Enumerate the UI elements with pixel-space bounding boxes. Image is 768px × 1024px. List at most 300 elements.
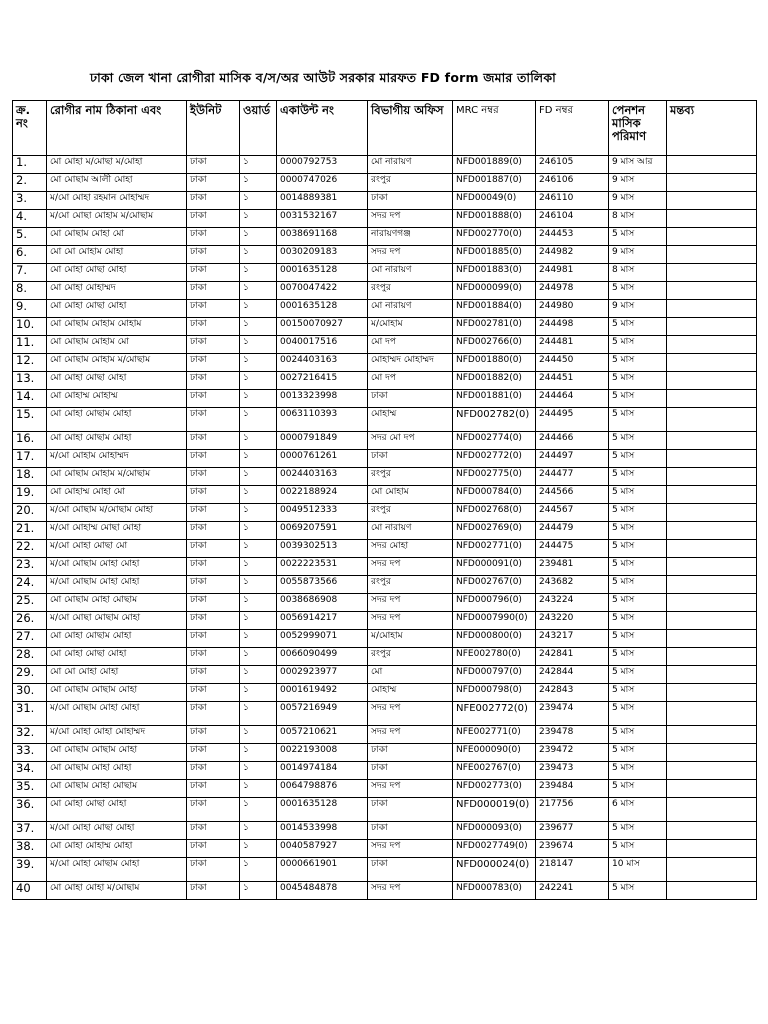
- cell-period: 5 মাস: [609, 780, 667, 798]
- cell-account: 0057216949: [277, 702, 368, 726]
- cell-ward: ১: [240, 264, 277, 282]
- cell-section: মো নারায়ণ: [368, 264, 453, 282]
- cell-mrc: NFD000093(0): [453, 822, 536, 840]
- cell-section: সদর দপ: [368, 840, 453, 858]
- cell-unit: ঢাকা: [187, 594, 240, 612]
- cell-section: মো মোহাম: [368, 486, 453, 504]
- cell-name: মো মোছাম আলী মোহা: [47, 174, 187, 192]
- cell-mrc: NFD000091(0): [453, 558, 536, 576]
- cell-period: 5 মাস: [609, 540, 667, 558]
- cell-ward: ১: [240, 192, 277, 210]
- cell-serial: 39.: [13, 858, 47, 882]
- cell-fd: 217756: [536, 798, 609, 822]
- cell-remarks: [667, 408, 757, 432]
- cell-account: 0038691168: [277, 228, 368, 246]
- cell-ward: ১: [240, 780, 277, 798]
- cell-fd: 244982: [536, 246, 609, 264]
- cell-period: 5 মাস: [609, 840, 667, 858]
- table-row: [13, 468, 757, 486]
- cell-serial: 9.: [13, 300, 47, 318]
- cell-fd: 244981: [536, 264, 609, 282]
- cell-account: 0000761261: [277, 450, 368, 468]
- cell-mrc: NFD000784(0): [453, 486, 536, 504]
- table-row: [13, 282, 757, 300]
- cell-name: ম/মো মোছাম মোহা মোহা: [47, 576, 187, 594]
- header-sl: ক্র. নং: [13, 101, 47, 156]
- table-row: [13, 798, 757, 822]
- cell-fd: 239473: [536, 762, 609, 780]
- table-row: [13, 702, 757, 726]
- table-row: [13, 156, 757, 174]
- cell-section: সদর দপ: [368, 558, 453, 576]
- cell-ward: ১: [240, 486, 277, 504]
- cell-fd: 244498: [536, 318, 609, 336]
- cell-serial: 17.: [13, 450, 47, 468]
- cell-mrc: NFD002781(0): [453, 318, 536, 336]
- table-row: [13, 612, 757, 630]
- cell-unit: ঢাকা: [187, 156, 240, 174]
- cell-section: মোহাম্ম: [368, 684, 453, 702]
- cell-name: ম/মো মোহা রহমান মোহাম্মদ: [47, 192, 187, 210]
- cell-name: মো মোছাম মোহাম মোহাম: [47, 318, 187, 336]
- cell-mrc: NFD000797(0): [453, 666, 536, 684]
- cell-mrc: NFD002775(0): [453, 468, 536, 486]
- cell-fd: 239674: [536, 840, 609, 858]
- cell-section: সদর দপ: [368, 882, 453, 900]
- cell-account: 0024403163: [277, 468, 368, 486]
- cell-name: মো মোছাম মোহাম ম/মোছাম: [47, 354, 187, 372]
- cell-serial: 27.: [13, 630, 47, 648]
- cell-period: 9 মাস: [609, 246, 667, 264]
- cell-name: ম/মো মোছা মোছাম মোহা: [47, 612, 187, 630]
- cell-ward: ১: [240, 174, 277, 192]
- cell-unit: ঢাকা: [187, 648, 240, 666]
- cell-remarks: [667, 822, 757, 840]
- cell-fd: 246106: [536, 174, 609, 192]
- cell-serial: 37.: [13, 822, 47, 840]
- cell-section: রংপুর: [368, 468, 453, 486]
- cell-section: মো নারায়ণ: [368, 156, 453, 174]
- cell-name: ম/মো মোহা মোছাম মোহা: [47, 858, 187, 882]
- cell-mrc: NFD0027749(0): [453, 840, 536, 858]
- cell-account: 0056914217: [277, 612, 368, 630]
- cell-account: 0014974184: [277, 762, 368, 780]
- cell-mrc: NFD001887(0): [453, 174, 536, 192]
- cell-name: ম/মো মোছাম মোহা মোহা: [47, 558, 187, 576]
- cell-remarks: [667, 612, 757, 630]
- cell-name: ম/মো মোহা মোছা মোহা: [47, 822, 187, 840]
- cell-unit: ঢাকা: [187, 522, 240, 540]
- header-section: বিভাগীয় অফিস: [368, 101, 453, 156]
- cell-section: সদর দপ: [368, 702, 453, 726]
- cell-fd: 246110: [536, 192, 609, 210]
- cell-serial: 5.: [13, 228, 47, 246]
- cell-mrc: NFD002766(0): [453, 336, 536, 354]
- cell-ward: ১: [240, 468, 277, 486]
- cell-mrc: NFD002770(0): [453, 228, 536, 246]
- table-row: [13, 576, 757, 594]
- table-row: [13, 822, 757, 840]
- header-mrc: MRC নম্বর: [453, 101, 536, 156]
- cell-period: 10 মাস: [609, 858, 667, 882]
- cell-mrc: NFD002773(0): [453, 780, 536, 798]
- cell-remarks: [667, 390, 757, 408]
- cell-section: ঢাকা: [368, 858, 453, 882]
- cell-mrc: NFD002768(0): [453, 504, 536, 522]
- cell-serial: 22.: [13, 540, 47, 558]
- cell-mrc: NFD002771(0): [453, 540, 536, 558]
- cell-mrc: NFE002772(0): [453, 702, 536, 726]
- cell-name: ম/মো মোহাম মোহাম্মদ: [47, 450, 187, 468]
- cell-mrc: NFD000800(0): [453, 630, 536, 648]
- cell-unit: ঢাকা: [187, 858, 240, 882]
- cell-ward: ১: [240, 354, 277, 372]
- patient-table: [12, 100, 757, 900]
- cell-serial: 28.: [13, 648, 47, 666]
- cell-serial: 30.: [13, 684, 47, 702]
- cell-period: 5 মাস: [609, 744, 667, 762]
- cell-ward: ১: [240, 822, 277, 840]
- cell-section: সদর দপ: [368, 780, 453, 798]
- table-row: [13, 336, 757, 354]
- cell-fd: 239677: [536, 822, 609, 840]
- cell-section: মো দপ: [368, 372, 453, 390]
- cell-mrc: NFD001881(0): [453, 390, 536, 408]
- cell-mrc: NFD002772(0): [453, 450, 536, 468]
- table-row: [13, 318, 757, 336]
- cell-section: সদর দপ: [368, 612, 453, 630]
- cell-ward: ১: [240, 408, 277, 432]
- cell-name: মো মোহা মোছা মোহা: [47, 648, 187, 666]
- cell-serial: 20.: [13, 504, 47, 522]
- cell-name: মো মোহা মোহাম্ম মোহা: [47, 840, 187, 858]
- cell-account: 0052999071: [277, 630, 368, 648]
- cell-unit: ঢাকা: [187, 228, 240, 246]
- cell-name: ম/মো মোহাম্ম মোছা মোহা: [47, 522, 187, 540]
- cell-fd: 243220: [536, 612, 609, 630]
- cell-fd: 244464: [536, 390, 609, 408]
- cell-serial: 3.: [13, 192, 47, 210]
- cell-serial: 40: [13, 882, 47, 900]
- cell-ward: ১: [240, 210, 277, 228]
- cell-mrc: NFE002780(0): [453, 648, 536, 666]
- cell-ward: ১: [240, 540, 277, 558]
- cell-account: 0001619492: [277, 684, 368, 702]
- cell-serial: 33.: [13, 744, 47, 762]
- cell-ward: ১: [240, 882, 277, 900]
- cell-account: 0001635128: [277, 264, 368, 282]
- cell-unit: ঢাকা: [187, 300, 240, 318]
- cell-name: মো মোছাম মোছাম মোহা: [47, 744, 187, 762]
- cell-section: রংপুর: [368, 174, 453, 192]
- cell-remarks: [667, 282, 757, 300]
- cell-name: মো মো মোহাম মোহা: [47, 246, 187, 264]
- cell-remarks: [667, 336, 757, 354]
- cell-unit: ঢাকা: [187, 210, 240, 228]
- cell-unit: ঢাকা: [187, 336, 240, 354]
- cell-period: 5 মাস: [609, 726, 667, 744]
- cell-section: মোহাম্মদ মোহাম্মদ: [368, 354, 453, 372]
- cell-unit: ঢাকা: [187, 174, 240, 192]
- cell-period: 5 মাস: [609, 648, 667, 666]
- cell-account: 0040587927: [277, 840, 368, 858]
- cell-account: 0069207591: [277, 522, 368, 540]
- cell-serial: 32.: [13, 726, 47, 744]
- cell-ward: ১: [240, 594, 277, 612]
- cell-account: 0000747026: [277, 174, 368, 192]
- cell-period: 5 মাস: [609, 630, 667, 648]
- cell-remarks: [667, 702, 757, 726]
- cell-serial: 35.: [13, 780, 47, 798]
- cell-serial: 16.: [13, 432, 47, 450]
- cell-fd: 239474: [536, 702, 609, 726]
- cell-section: মো নারায়ণ: [368, 522, 453, 540]
- cell-mrc: NFD000783(0): [453, 882, 536, 900]
- cell-fd: 242844: [536, 666, 609, 684]
- cell-unit: ঢাকা: [187, 468, 240, 486]
- cell-remarks: [667, 522, 757, 540]
- table-row: [13, 450, 757, 468]
- cell-remarks: [667, 354, 757, 372]
- cell-period: 5 মাস: [609, 354, 667, 372]
- cell-name: মো মোছাম মোহা মোছাম: [47, 780, 187, 798]
- cell-period: 8 মাস: [609, 264, 667, 282]
- cell-account: 0001635128: [277, 300, 368, 318]
- cell-ward: ১: [240, 300, 277, 318]
- cell-section: রংপুর: [368, 648, 453, 666]
- table-row: [13, 762, 757, 780]
- cell-ward: ১: [240, 762, 277, 780]
- cell-unit: ঢাকা: [187, 408, 240, 432]
- cell-name: মো মোহাম্ম মোহাম্ম: [47, 390, 187, 408]
- table-row: [13, 780, 757, 798]
- cell-unit: ঢাকা: [187, 504, 240, 522]
- cell-serial: 15.: [13, 408, 47, 432]
- header-fd: FD নম্বর: [536, 101, 609, 156]
- cell-ward: ১: [240, 648, 277, 666]
- cell-remarks: [667, 882, 757, 900]
- cell-name: মো মোছাম মোছাম মোহা: [47, 684, 187, 702]
- cell-mrc: NFE000090(0): [453, 744, 536, 762]
- table-row: [13, 228, 757, 246]
- cell-ward: ১: [240, 726, 277, 744]
- cell-mrc: NFE002771(0): [453, 726, 536, 744]
- cell-name: মো মোছাম মোহাম মো: [47, 336, 187, 354]
- table-row: [13, 882, 757, 900]
- cell-unit: ঢাকা: [187, 666, 240, 684]
- cell-period: 5 মাস: [609, 468, 667, 486]
- cell-ward: ১: [240, 666, 277, 684]
- header-remarks: মন্তব্য: [667, 101, 757, 156]
- cell-account: 0064798876: [277, 780, 368, 798]
- cell-remarks: [667, 246, 757, 264]
- cell-period: 5 মাস: [609, 504, 667, 522]
- cell-mrc: NFD002767(0): [453, 576, 536, 594]
- cell-name: ম/মো মোহা মোছা মো: [47, 540, 187, 558]
- cell-account: 0022188924: [277, 486, 368, 504]
- cell-mrc: NFD000024(0): [453, 858, 536, 882]
- cell-section: সদর মো দপ: [368, 432, 453, 450]
- cell-account: 0055873566: [277, 576, 368, 594]
- cell-account: 0027216415: [277, 372, 368, 390]
- cell-fd: 242843: [536, 684, 609, 702]
- cell-unit: ঢাকা: [187, 318, 240, 336]
- cell-unit: ঢাকা: [187, 354, 240, 372]
- cell-name: মো মোহা মোছাম মোহা: [47, 630, 187, 648]
- cell-unit: ঢাকা: [187, 840, 240, 858]
- cell-section: সদর দপ: [368, 594, 453, 612]
- cell-ward: ১: [240, 702, 277, 726]
- table-row: [13, 594, 757, 612]
- cell-section: রংপুর: [368, 282, 453, 300]
- cell-ward: ১: [240, 390, 277, 408]
- cell-fd: 239484: [536, 780, 609, 798]
- cell-remarks: [667, 648, 757, 666]
- cell-period: 5 মাস: [609, 372, 667, 390]
- cell-account: 0001635128: [277, 798, 368, 822]
- table-row: [13, 522, 757, 540]
- cell-fd: 244481: [536, 336, 609, 354]
- cell-unit: ঢাকা: [187, 486, 240, 504]
- cell-period: 5 মাস: [609, 522, 667, 540]
- cell-serial: 2.: [13, 174, 47, 192]
- cell-ward: ১: [240, 612, 277, 630]
- cell-section: নারায়ণগঞ্জ: [368, 228, 453, 246]
- cell-unit: ঢাকা: [187, 702, 240, 726]
- cell-period: 5 মাস: [609, 408, 667, 432]
- cell-serial: 24.: [13, 576, 47, 594]
- header-account: একাউন্ট নং: [277, 101, 368, 156]
- cell-mrc: NFD002769(0): [453, 522, 536, 540]
- cell-section: সদর দপ: [368, 210, 453, 228]
- cell-serial: 13.: [13, 372, 47, 390]
- cell-mrc: NFE002767(0): [453, 762, 536, 780]
- cell-fd: 244475: [536, 540, 609, 558]
- cell-fd: 239481: [536, 558, 609, 576]
- cell-fd: 239478: [536, 726, 609, 744]
- cell-ward: ১: [240, 558, 277, 576]
- cell-unit: ঢাকা: [187, 882, 240, 900]
- cell-period: 5 মাস: [609, 282, 667, 300]
- cell-name: মো মোহা ম/মোছা ম/মোহা: [47, 156, 187, 174]
- cell-remarks: [667, 684, 757, 702]
- cell-account: 0070047422: [277, 282, 368, 300]
- cell-serial: 25.: [13, 594, 47, 612]
- table-row: [13, 486, 757, 504]
- table-row: [13, 300, 757, 318]
- cell-account: 00150070927: [277, 318, 368, 336]
- table-row: [13, 246, 757, 264]
- cell-remarks: [667, 858, 757, 882]
- cell-ward: ১: [240, 246, 277, 264]
- cell-fd: 244451: [536, 372, 609, 390]
- cell-account: 0014533998: [277, 822, 368, 840]
- table-row: [13, 744, 757, 762]
- cell-ward: ১: [240, 504, 277, 522]
- cell-remarks: [667, 174, 757, 192]
- cell-section: ঢাকা: [368, 192, 453, 210]
- cell-name: মো মোছাম মোহাম ম/মোছাম: [47, 468, 187, 486]
- cell-period: 5 মাস: [609, 228, 667, 246]
- cell-ward: ১: [240, 744, 277, 762]
- cell-unit: ঢাকা: [187, 372, 240, 390]
- cell-fd: 242841: [536, 648, 609, 666]
- cell-ward: ১: [240, 858, 277, 882]
- cell-unit: ঢাকা: [187, 780, 240, 798]
- cell-name: মো মোহা মোছা মোহা: [47, 300, 187, 318]
- cell-period: 5 মাস: [609, 318, 667, 336]
- cell-mrc: NFD001889(0): [453, 156, 536, 174]
- cell-remarks: [667, 372, 757, 390]
- cell-fd: 239472: [536, 744, 609, 762]
- cell-period: 5 মাস: [609, 702, 667, 726]
- cell-mrc: NFD002782(0): [453, 408, 536, 432]
- cell-mrc: NFD001884(0): [453, 300, 536, 318]
- cell-serial: 18.: [13, 468, 47, 486]
- cell-section: মো দপ: [368, 336, 453, 354]
- cell-period: 5 মাস: [609, 882, 667, 900]
- cell-serial: 1.: [13, 156, 47, 174]
- table-row: [13, 858, 757, 882]
- cell-unit: ঢাকা: [187, 558, 240, 576]
- cell-fd: 244453: [536, 228, 609, 246]
- cell-name: মো মোহা মোহাম্মদ: [47, 282, 187, 300]
- table-row: [13, 264, 757, 282]
- cell-account: 0024403163: [277, 354, 368, 372]
- cell-mrc: NFD001883(0): [453, 264, 536, 282]
- cell-mrc: NFD000019(0): [453, 798, 536, 822]
- cell-section: সদর দপ: [368, 246, 453, 264]
- cell-unit: ঢাকা: [187, 726, 240, 744]
- cell-fd: 244495: [536, 408, 609, 432]
- cell-remarks: [667, 594, 757, 612]
- cell-ward: ১: [240, 228, 277, 246]
- cell-serial: 4.: [13, 210, 47, 228]
- cell-name: মো মো মোহা মোহা: [47, 666, 187, 684]
- cell-ward: ১: [240, 336, 277, 354]
- cell-remarks: [667, 468, 757, 486]
- cell-serial: 38.: [13, 840, 47, 858]
- cell-ward: ১: [240, 318, 277, 336]
- cell-mrc: NFD001882(0): [453, 372, 536, 390]
- table-row: [13, 372, 757, 390]
- cell-name: ম/মো মোহা মোহা মোহাম্মদ: [47, 726, 187, 744]
- cell-serial: 6.: [13, 246, 47, 264]
- cell-fd: 244497: [536, 450, 609, 468]
- cell-mrc: NFD000099(0): [453, 282, 536, 300]
- cell-unit: ঢাকা: [187, 630, 240, 648]
- cell-section: ঢাকা: [368, 822, 453, 840]
- cell-account: 0000792753: [277, 156, 368, 174]
- cell-remarks: [667, 762, 757, 780]
- table-row: [13, 504, 757, 522]
- cell-mrc: NFD001885(0): [453, 246, 536, 264]
- cell-name: মো মোহা মোছা মোহা: [47, 372, 187, 390]
- cell-period: 5 মাস: [609, 822, 667, 840]
- cell-name: ম/মো মোছাম ম/মোছাম মোহা: [47, 504, 187, 522]
- cell-section: ঢাকা: [368, 450, 453, 468]
- cell-remarks: [667, 630, 757, 648]
- cell-fd: 244978: [536, 282, 609, 300]
- cell-name: মো মোহা মোছাম মোহা: [47, 408, 187, 432]
- cell-name: মো মোছাম মোহা মো: [47, 228, 187, 246]
- header-unit: ইউনিট: [187, 101, 240, 156]
- cell-period: 9 মাস আর: [609, 156, 667, 174]
- cell-remarks: [667, 432, 757, 450]
- cell-ward: ১: [240, 450, 277, 468]
- table-row: [13, 408, 757, 432]
- cell-ward: ১: [240, 282, 277, 300]
